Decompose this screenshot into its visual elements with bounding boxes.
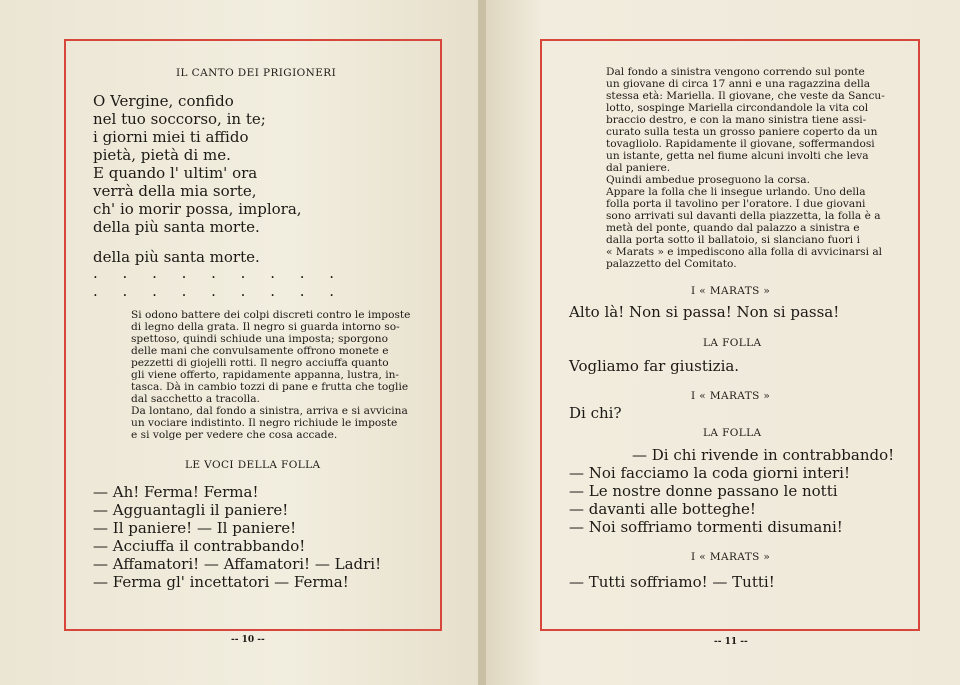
stage-direction-line: dalla porta sotto il ballatoio, si slanciano fuori i [606,234,860,246]
stage-direction-line: « Marats » e impediscono alla folla di avvicinarsi al [606,246,883,258]
stage-direction-line: delle mani che convulsamente offrono monete e [131,345,389,357]
stage-direction-line: dal sacchetto a tracolla. [131,393,260,405]
dialogue-line: — Noi facciamo la coda giorni interi! [569,464,850,482]
stage-direction-line: sono arrivati sul davanti della piazzetta, la folla è a [606,210,881,222]
refrain-line: della più santa morte. [93,248,260,266]
verse-line: O Vergine, confido [93,92,234,110]
crowd-cry: — Ferma gl' incettatori — Ferma! [93,573,349,591]
stage-direction-line: Dal fondo a sinistra vengono correndo sul ponte [606,66,865,78]
verse-line: della più santa morte. [93,218,260,236]
speaker-label: I « MARATS » [691,390,771,402]
crowd-cry: — Acciuffa il contrabbando! [93,537,306,555]
dialogue-line: Vogliamo far giustizia. [569,357,740,375]
page-number-right: -- 11 -- [714,637,748,647]
verse-line: nel tuo soccorso, in te; [93,110,266,128]
stage-direction-line: un vociare indistinto. Il negro richiude le imposte [131,417,398,429]
speaker-label: I « MARATS » [691,285,771,297]
stage-direction-line: gli viene offerto, rapidamente appanna, lustra, in- [131,369,400,381]
song-title: IL CANTO DEI PRIGIONERI [176,67,337,79]
stage-direction-line: braccio destro, e con la mano sinistra tiene assi- [606,114,867,126]
stage-direction-line: dal paniere. [606,162,671,174]
verse-line: E quando l' ultim' ora [93,164,258,182]
page-number-left: -- 10 -- [231,635,265,645]
dialogue-line: Alto là! Non si passa! Non si passa! [569,303,840,321]
ellipsis-line: . . . . . . . . . [93,264,345,282]
stage-direction-line: spettoso, quindi schiude una imposta; sporgono [131,333,388,345]
stage-direction-line: un istante, getta nel fiume alcuni involti che leva [606,150,869,162]
speaker-label: LA FOLLA [703,337,762,349]
stage-direction-line: palazzetto del Comitato. [606,258,737,270]
stage-direction-line: tovagliolo. Rapidamente il giovane, soffermandosi [606,138,875,150]
dialogue-line: — Tutti soffriamo! — Tutti! [569,573,775,591]
stage-direction-line: curato sulla testa un grosso paniere coperto da un [606,126,878,138]
stage-direction-line: Appare la folla che li insegue urlando. Uno della [606,186,866,198]
verse-line: ch' io morir possa, implora, [93,200,302,218]
crowd-cry: — Ah! Ferma! Ferma! [93,483,259,501]
dialogue-line: — Noi soffriamo tormenti disumani! [569,518,843,536]
crowd-cry: — Affamatori! — Affamatori! — Ladri! [93,555,382,573]
verse-line: pietà, pietà di me. [93,146,231,164]
stage-direction-line: folla porta il tavolino per l'oratore. I due giovani [606,198,866,210]
speaker-label: I « MARATS » [691,551,771,563]
stage-direction-line: lotto, sospinge Mariella circondandole la vita col [606,102,869,114]
stage-direction-line: pezzetti di giojelli rotti. Il negro acciuffa quanto [131,357,389,369]
stage-direction-line: un giovane di circa 17 anni e una ragazzina della [606,78,871,90]
book-gutter [478,0,486,685]
verse-line: verrà della mia sorte, [93,182,257,200]
stage-direction-line: Quindi ambedue proseguono la corsa. [606,174,810,186]
stage-direction-line: Da lontano, dal fondo a sinistra, arriva e si avvicina [131,405,408,417]
speaker-label: LA FOLLA [703,427,762,439]
stage-direction-line: di legno della grata. Il negro si guarda intorno so- [131,321,400,333]
stage-direction-line: stessa età: Mariella. Il giovane, che veste da Sancu- [606,90,885,102]
stage-direction-line: e si volge per vedere che cosa accade. [131,429,338,441]
verse-line: i giorni miei ti affido [93,128,249,146]
stage-direction-line: metà del ponte, quando dal palazzo a sinistra e [606,222,860,234]
dialogue-line: — Le nostre donne passano le notti [569,482,838,500]
stage-direction-line: tasca. Dà in cambio tozzi di pane e frutta che toglie [131,381,409,393]
dialogue-line: — davanti alle botteghe! [569,500,756,518]
ellipsis-line: . . . . . . . . . [93,282,345,300]
stage-direction-line: Si odono battere dei colpi discreti contro le imposte [131,309,411,321]
crowd-cry: — Agguantagli il paniere! [93,501,289,519]
dialogue-line: Di chi? [569,404,622,422]
crowd-cry: — Il paniere! — Il paniere! [93,519,297,537]
dialogue-line: — Di chi rivende in contrabbando! [632,446,895,464]
section-heading: LE VOCI DELLA FOLLA [185,459,321,471]
